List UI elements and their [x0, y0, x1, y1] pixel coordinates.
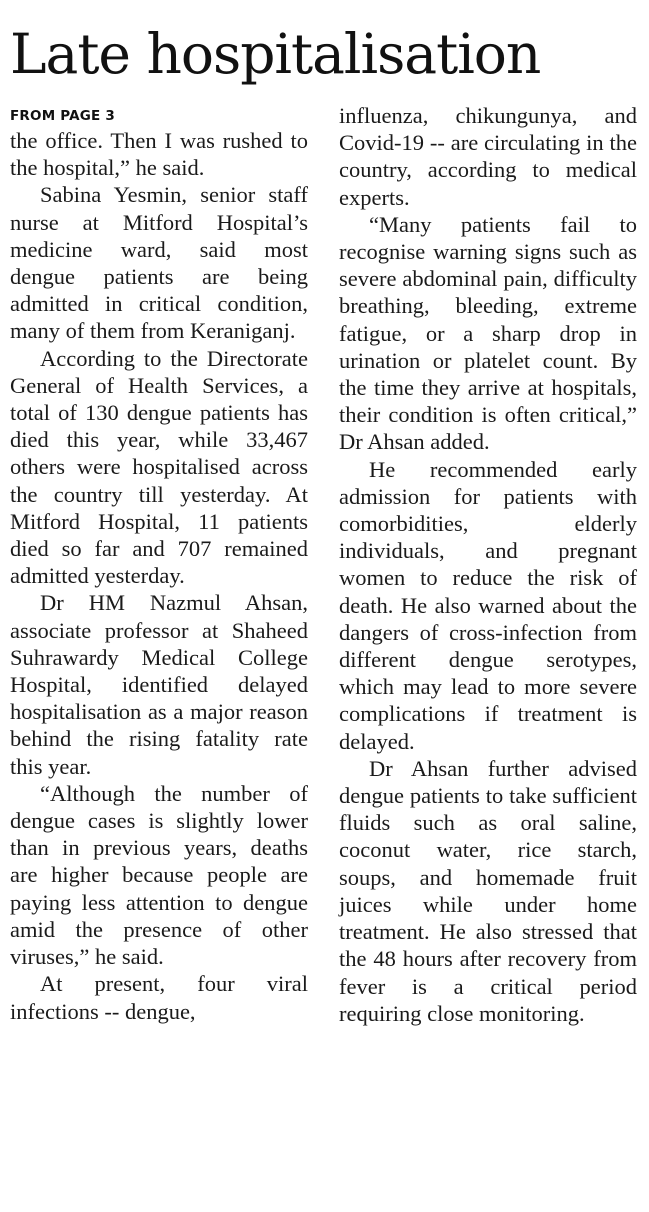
- paragraph: According to the Directorate General of Health Services, a total of 130 dengue patients has died this year, while 33,467 others were hospitalised across the country till yesterday. At Mitford Hospital, 11 patients died so far and 707 remained admitted yesterday.: [10, 345, 308, 589]
- jump-label: FROM PAGE 3: [10, 108, 115, 124]
- paragraph: influenza, chikungunya, and Covid-19 -- are circulating in the country, according to medical experts.: [339, 103, 637, 210]
- paragraph: “Although the number of dengue cases is slightly lower than in previous years, deaths are higher because people are paying less attention to dengue amid the presence of other viruses,” he said.: [10, 780, 308, 970]
- headline: Late hospitalisation: [10, 22, 541, 86]
- paragraph: “Many patients fail to recognise warning signs such as severe abdominal pain, difficulty breathing, bleeding, extreme fatigue, or a sharp drop in urination or platelet count. By the time they arrive at hospitals, their condition is often critical,” Dr Ahsan added.: [339, 211, 637, 455]
- paragraph: Dr Ahsan further advised dengue patients to take sufficient fluids such as oral saline, coconut water, rice starch, soups, and homemade fruit juices while under home treatment. He also stressed that the 48 hours after recovery from fever is a critical period requiring close monitoring.: [339, 755, 637, 1026]
- paragraph: Sabina Yesmin, senior staff nurse at Mitford Hospital’s medicine ward, said most dengue patients are being admitted in critical condition, many of them from Keraniganj.: [10, 182, 308, 344]
- right-column: [339, 103, 637, 1027]
- left-column: [10, 106, 308, 1025]
- paragraph: At present, four viral infections -- dengue,: [10, 971, 308, 1024]
- paragraph: the office. Then I was rushed to the hospital,” he said.: [10, 128, 308, 181]
- paragraph: He recommended early admission for patients with comorbidities, elderly individuals, and pregnant women to reduce the risk of death. He also warned about the dangers of cross-infection from different dengue serotypes, which may lead to more severe complications if treatment is delayed.: [339, 456, 637, 754]
- paragraph: Dr HM Nazmul Ahsan, associate professor at Shaheed Suhrawardy Medical College Hospital, identified delayed hospitalisation as a major reason behind the rising fatality rate this year.: [10, 590, 308, 779]
